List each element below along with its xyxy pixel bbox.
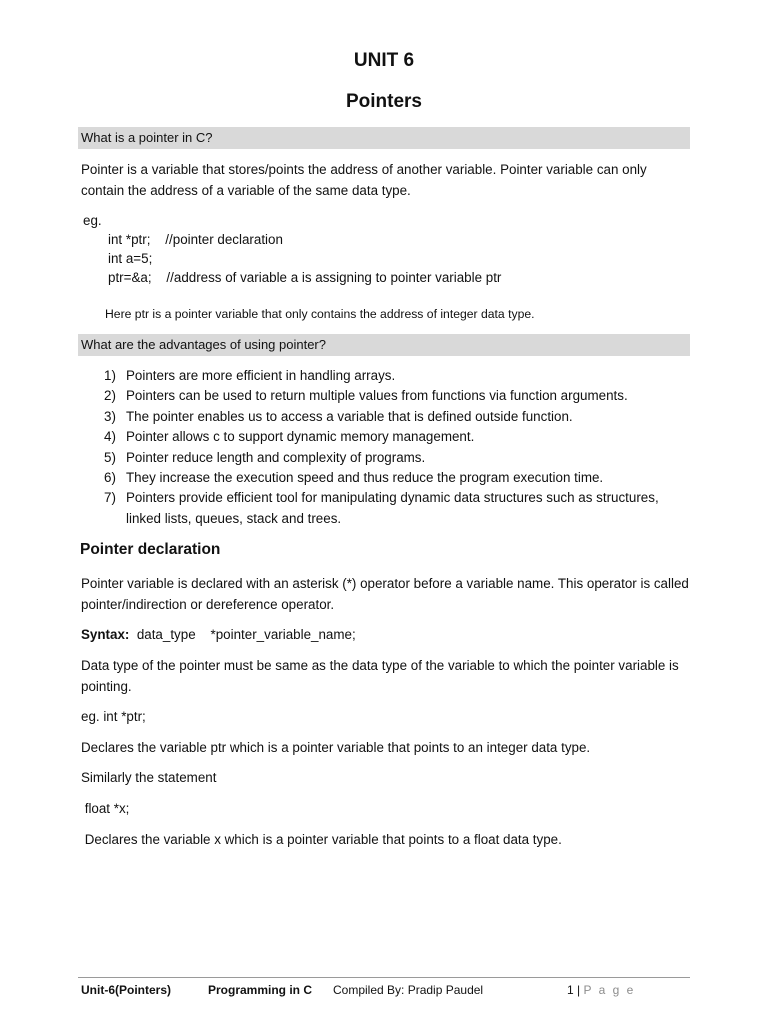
code-line-2: int a=5; — [108, 251, 153, 266]
syntax-line — [81, 627, 356, 642]
unit-title: UNIT 6 — [353, 50, 415, 71]
syntax-label: Syntax: — [81, 627, 130, 642]
code-line-1: int *ptr; //pointer declaration — [108, 232, 283, 247]
footer-divider — [78, 977, 690, 978]
footer-unit: Unit-6(Pointers) — [81, 983, 171, 997]
float-declaration: float *x; — [81, 801, 130, 816]
list-item: 2) Pointers can be used to return multiple values from functions via function arguments. — [104, 388, 628, 404]
example-declaration: eg. int *ptr; — [81, 709, 146, 724]
section-heading-advantages: What are the advantages of using pointer? — [78, 334, 690, 356]
list-item: 1) Pointers are more efficient in handling arrays. — [104, 368, 396, 383]
similarly-text: Similarly the statement — [81, 770, 217, 785]
pointer-definition-paragraph: Pointer is a variable that stores/points the address of another variable. Pointer variable can only contain the address of a variable of the same data type. — [81, 162, 647, 198]
page-title: Pointers — [345, 91, 423, 112]
list-item: 5) Pointer reduce length and complexity of programs. — [104, 449, 426, 465]
section-heading-pointer-declaration: Pointer declaration — [80, 541, 221, 558]
declaration-paragraph: Pointer variable is declared with an asterisk (*) operator before a variable name. This operator is called pointer/indirection or dereference operator. — [81, 576, 689, 612]
list-item: 7) Pointers provide efficient tool for manipulating dynamic data structures such as structures, linked lists, queues, stack and trees. — [104, 490, 659, 526]
footer-page-number — [567, 983, 635, 997]
example-label: eg. — [83, 213, 102, 228]
list-item: 6) They increase the execution speed and thus reduce the program execution time. — [104, 470, 604, 486]
declares-ptr-paragraph: Declares the variable ptr which is a pointer variable that points to an integer data type. — [81, 740, 591, 755]
list-item: 4) Pointer allows c to support dynamic memory management. — [104, 429, 475, 445]
list-item: 3) The pointer enables us to access a variable that is defined outside function. — [104, 408, 573, 424]
declares-x-paragraph: Declares the variable x which is a pointer variable that points to a float data type. — [81, 832, 562, 847]
page-separator: | — [573, 983, 584, 997]
code-line-3: ptr=&a; //address of variable a is assigning to pointer variable ptr — [108, 270, 502, 285]
advantages-list — [104, 366, 696, 529]
pointer-note: Here ptr is a pointer variable that only contains the address of integer data type. — [105, 307, 535, 321]
page-word: P a g e — [583, 983, 636, 997]
syntax-value: data_type *pointer_variable_name; — [129, 627, 356, 642]
footer-compiled-by: Compiled By: Pradip Paudel — [333, 983, 484, 997]
section-heading-what-is-pointer: What is a pointer in C? — [78, 127, 690, 149]
datatype-paragraph: Data type of the pointer must be same as the data type of the variable to which the pointer variable is pointing. — [81, 658, 679, 694]
footer-course: Programming in C — [208, 983, 313, 997]
page-number: 1 — [567, 983, 574, 997]
